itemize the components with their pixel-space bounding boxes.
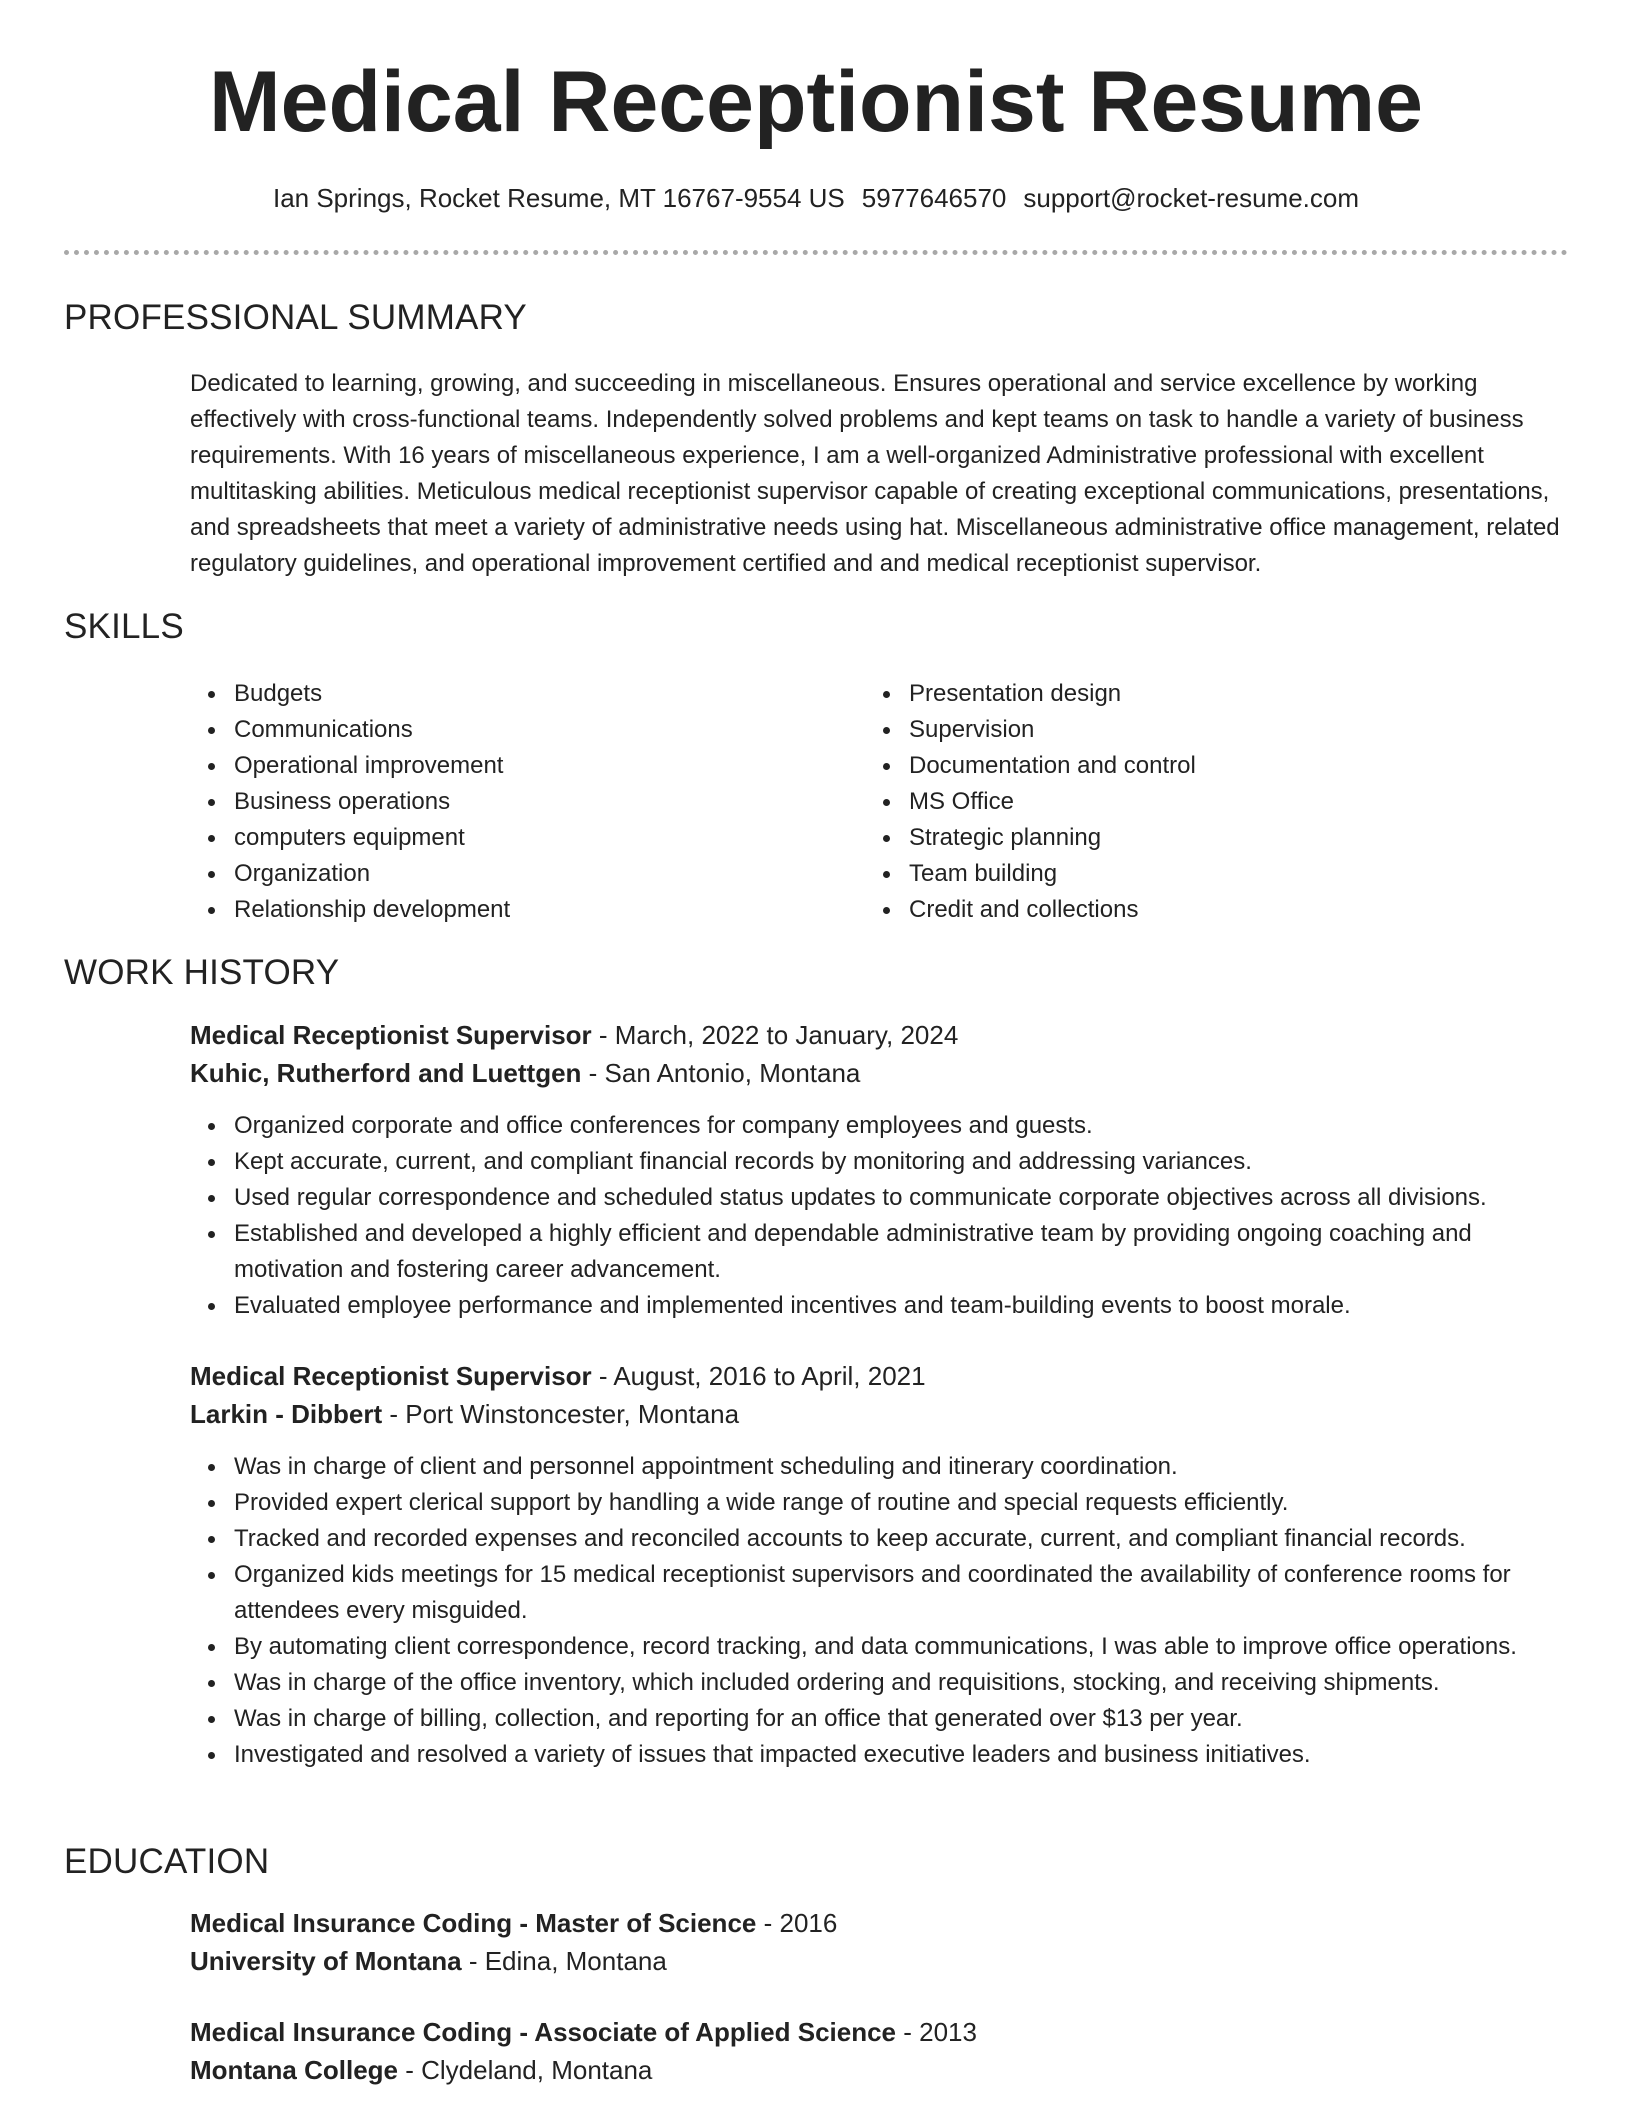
- skill-item: Business operations: [234, 784, 510, 820]
- education-entry: [190, 1904, 1580, 1980]
- education-degree: Medical Insurance Coding - Master of Science: [190, 1908, 757, 1938]
- contact-phone: 5977646570: [861, 183, 1007, 213]
- skill-item: Operational improvement: [234, 748, 510, 784]
- job-duty: Kept accurate, current, and compliant financial records by monitoring and addressing variances.: [234, 1144, 1580, 1180]
- education-school-line: [190, 1942, 1580, 1980]
- education-school: Montana College: [190, 2055, 399, 2085]
- job-title-line: [190, 1357, 1580, 1395]
- skill-item: Documentation and control: [909, 748, 1196, 784]
- education-entry: [190, 2013, 1580, 2089]
- job-duty: Provided expert clerical support by handling a wide range of routine and special requests efficiently.: [234, 1485, 1580, 1521]
- skill-item: Budgets: [234, 676, 510, 712]
- skills-heading: SKILLS: [64, 607, 184, 646]
- education-degree: Medical Insurance Coding - Associate of Applied Science: [190, 2017, 897, 2047]
- job-dates: - March, 2022 to January, 2024: [591, 1020, 959, 1050]
- job-company-line: [190, 1054, 1580, 1092]
- skill-item: Supervision: [909, 712, 1196, 748]
- skill-item: MS Office: [909, 784, 1196, 820]
- skill-item: Credit and collections: [909, 892, 1196, 928]
- education-location: - Clydeland, Montana: [398, 2055, 653, 2085]
- education-year: - 2013: [896, 2017, 977, 2047]
- job-duty: Tracked and recorded expenses and reconciled accounts to keep accurate, current, and compliant financial records.: [234, 1521, 1580, 1557]
- job-duty: Was in charge of the office inventory, which included ordering and requisitions, stocking, and receiving shipments.: [234, 1665, 1580, 1701]
- education-degree-line: [190, 1904, 1580, 1942]
- skill-item: Strategic planning: [909, 820, 1196, 856]
- job-duty: Was in charge of client and personnel appointment scheduling and itinerary coordination.: [234, 1449, 1580, 1485]
- work-history-heading: WORK HISTORY: [64, 953, 340, 992]
- contact-line: [0, 180, 1632, 216]
- job-dates: - August, 2016 to April, 2021: [591, 1361, 926, 1391]
- education-heading: EDUCATION: [64, 1842, 270, 1881]
- education-degree-line: [190, 2013, 1580, 2051]
- job-duty: Organized kids meetings for 15 medical receptionist supervisors and coordinated the availability of conference rooms for attendees every misguided.: [234, 1557, 1580, 1629]
- education-year: - 2016: [756, 1908, 838, 1938]
- resume-title: Medical Receptionist Resume: [209, 54, 1423, 150]
- skill-item: Presentation design: [909, 676, 1196, 712]
- job-location: - Port Winstoncester, Montana: [382, 1399, 740, 1429]
- job-location: - San Antonio, Montana: [581, 1058, 861, 1088]
- skill-item: Communications: [234, 712, 510, 748]
- job-duty: By automating client correspondence, record tracking, and data communications, I was able to improve office operations.: [234, 1629, 1580, 1665]
- job-title: Medical Receptionist Supervisor: [190, 1361, 592, 1391]
- education-location: - Edina, Montana: [461, 1946, 667, 1976]
- job-duty: Was in charge of billing, collection, and reporting for an office that generated over $13 per year.: [234, 1701, 1580, 1737]
- job-title: Medical Receptionist Supervisor: [190, 1020, 592, 1050]
- summary-text: Dedicated to learning, growing, and succeeding in miscellaneous. Ensures operational and service excellence by working effectively with cross-functional teams. Independently solved problems and kept teams on task to handle a variety of business requirements. With 16 years of miscellaneous experience, I am a well-organized Administrative professional with excellent multitasking abilities. Meticulous medical receptionist supervisor capable of creating exceptional communications, presentations, and spreadsheets that meet a variety of administrative needs using hat. Miscellaneous administrative office management, related regulatory guidelines, and operational improvement certified and and medical receptionist supervisor.: [190, 370, 1560, 577]
- education-school-line: [190, 2051, 1580, 2089]
- summary-heading: PROFESSIONAL SUMMARY: [64, 298, 527, 337]
- header-divider: [64, 250, 1568, 255]
- job-entry: [190, 1357, 1580, 1773]
- skills-list-left: [190, 676, 510, 928]
- contact-address: Ian Springs, Rocket Resume, MT 16767-9554 US: [272, 183, 845, 213]
- job-company: Larkin - Dibbert: [190, 1399, 383, 1429]
- job-company-line: [190, 1395, 1580, 1433]
- skill-item: computers equipment: [234, 820, 510, 856]
- job-duty: Evaluated employee performance and implemented incentives and team-building events to boost morale.: [234, 1288, 1580, 1324]
- job-duty: Organized corporate and office conferences for company employees and guests.: [234, 1108, 1580, 1144]
- skill-item: Team building: [909, 856, 1196, 892]
- job-duties-list: [190, 1449, 1580, 1773]
- skill-item: Organization: [234, 856, 510, 892]
- education-school: University of Montana: [190, 1946, 462, 1976]
- contact-email: support@rocket-resume.com: [1023, 183, 1360, 213]
- job-duties-list: [190, 1108, 1580, 1324]
- job-duty: Investigated and resolved a variety of issues that impacted executive leaders and business initiatives.: [234, 1737, 1580, 1773]
- skill-item: Relationship development: [234, 892, 510, 928]
- job-duty: Used regular correspondence and scheduled status updates to communicate corporate objectives across all divisions.: [234, 1180, 1580, 1216]
- job-duty: Established and developed a highly efficient and dependable administrative team by providing ongoing coaching and motivation and fostering career advancement.: [234, 1216, 1580, 1288]
- job-entry: [190, 1016, 1580, 1324]
- job-title-line: [190, 1016, 1580, 1054]
- skills-list-right: [865, 676, 1196, 928]
- job-company: Kuhic, Rutherford and Luettgen: [190, 1058, 582, 1088]
